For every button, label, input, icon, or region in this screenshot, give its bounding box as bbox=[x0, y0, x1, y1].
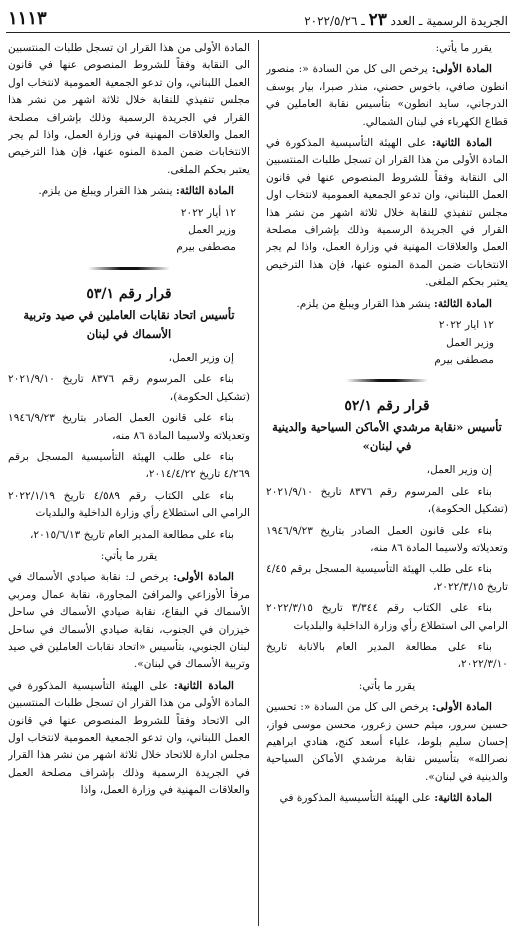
article-one bbox=[8, 569, 250, 673]
decree-clause: يقرر ما يأتي: bbox=[435, 42, 492, 54]
article-one bbox=[266, 699, 508, 786]
issue-date: ـ ٢٠٢٢/٥/٢٦ bbox=[304, 14, 365, 28]
preamble-line: إن وزير العمل، bbox=[168, 351, 234, 364]
section-divider bbox=[88, 267, 170, 270]
preamble-line: بناء على مطالعة المدير العام بالانابة تاريخ ٢٠٢٢/٣/١٠، bbox=[266, 640, 508, 671]
article-label: المادة الثالثة: bbox=[433, 297, 492, 310]
signature-date: ١٢ أيار ٢٠٢٢ bbox=[180, 206, 236, 219]
preamble-line: بناء على الكتاب رقم ٤/٥٨٩ تاريخ ٢٠٢٢/١/١٩ الرامي الى استطلاع رأي وزارة الداخلية والبلديات bbox=[8, 489, 250, 520]
preamble-line: بناء على قانون العمل الصادر بتاريخ ١٩٤٦/٩/٢٣ وتعديلاته ولاسيما المادة ٨٦ منه، bbox=[266, 524, 508, 554]
decree-clause: يقرر ما يأتي: bbox=[100, 549, 158, 562]
article-one bbox=[266, 61, 508, 131]
signature-title: وزير العمل bbox=[188, 224, 236, 237]
journal-header bbox=[304, 10, 508, 30]
left-column bbox=[8, 40, 250, 930]
article-label: المادة الأولى: bbox=[173, 571, 234, 584]
article-label: المادة الثانية: bbox=[173, 679, 234, 692]
preamble-line: بناء على المرسوم رقم ٨٣٧٦ تاريخ ٢٠٢١/٩/١٠ (تشكيل الحكومة)، bbox=[266, 485, 508, 516]
article-text: على الهيئة التأسيسية المذكورة في المادة الأولى من هذا القرار ان تسجل طلبات المنتسبين الى الاتحاد وفقاً للشروط المنصوص عنها في قانون العمل اللبناني، وان تدعو الجمعية العمومية لانتخاب اول مجلس ادارة للاتحاد خلال ثلاثة اشهر من نشر هذا القرار في الجريدة الرسمية وذلك بإشراف مصلحة العمل والعلاقات المهنية في وزارة العمل، واذا bbox=[8, 679, 250, 797]
article-text: على الهيئة التأسيسية المذكورة في المادة الأولى من هذا القرار ان تسجل طلبات المنتسبين الى النقابة وفقاً للشروط المنصوص عنها في قانون العمل اللبناني، وان تدعو الجمعية العمومية لانتخاب اول مجلس تنفيذي للنقابة خلال ثلاثة اشهر من نشر هذا القرار في الجريدة الرسمية وذلك بإشراف مصلحة العمل والعلاقات المهنية في وزارة العمل، واذا لم يجر الانتخابات ضمن المدة المنوه عنها، فإن هذا الترخيص يعتبر بحكم الملغى. bbox=[266, 137, 508, 289]
decree-clause: يقرر ما يأتي: bbox=[358, 679, 416, 692]
article-continuation: المادة الأولى من هذا القرار ان تسجل طلبات المنتسبين الى النقابة وفقاً للشروط المنصوص عنها في قانون العمل اللبناني، وان تدعو الجمعية العمومية لانتخاب اول مجلس تنفيذي للنقابة خلال ثلاثة اشهر من نشر هذا القرار في الجريدة الرسمية وذلك بإشراف مصلحة العمل والعلاقات المهنية في وزارة العمل، واذا لم يجر الانتخابات ضمن المدة المنوه عنها، فإن هذا الترخيص يعتبر بحكم الملغى. bbox=[8, 42, 250, 176]
preamble-line: بناء على الكتاب رقم ٣/٣٤٤ تاريخ ٢٠٢٢/٣/١٥ الرامي الى استطلاع رأي وزارة الداخلية والبلديات bbox=[266, 602, 508, 632]
signature-date: ١٢ ايار ٢٠٢٢ bbox=[438, 319, 494, 332]
article-three bbox=[266, 296, 508, 313]
article-text: ينشر هذا القرار ويبلغ من يلزم. bbox=[296, 297, 434, 310]
preamble-line: بناء على طلب الهيئة التأسيسية المسجل برقم ٤/٤٥ تاريخ ٢٠٢٢/٣/١٥، bbox=[266, 563, 508, 593]
article-three bbox=[8, 183, 250, 200]
right-column bbox=[266, 40, 508, 930]
signature-name: مصطفى بيرم bbox=[176, 241, 236, 254]
article-label: المادة الثانية: bbox=[431, 137, 492, 150]
preamble-line: بناء على طلب الهيئة التأسيسية المسجل برقم ٤/٢٦٩ تاريخ ٢٠١٤/٤/٢٢، bbox=[8, 450, 250, 481]
article-text: ينشر هذا القرار ويبلغ من يلزم. bbox=[38, 185, 176, 198]
journal-name: الجريدة الرسمية ـ العدد bbox=[390, 14, 508, 28]
page-number: ١١١٣ bbox=[8, 8, 47, 29]
article-label: المادة الأولى: bbox=[432, 701, 492, 714]
article-text: يرخص الى كل من السادة «: منصور انطون صافي، باخوس حصني، منذر صبرا، بيار يوسف الدرجاني، سايد انطون» بتأسيس نقابة العاملين في قطاع الكهرباء في لبنان الشمالي. bbox=[266, 63, 508, 128]
article-two bbox=[266, 790, 508, 807]
article-text: يرخص الى كل من السادة «: تحسين حسين سرور، ميثم حسن زعرور، محسن موسى فواز، إحسان سليم بلوط، علياء أسعد كنج، هنادي ابراهيم نصرالله» بتأسيس نقابة مرشدي الأماكن السياحية والدينية في لبنان». bbox=[266, 701, 508, 783]
article-label: المادة الثالثة: bbox=[175, 185, 234, 198]
preamble-line: بناء على المرسوم رقم ٨٣٧٦ تاريخ ٢٠٢١/٩/١٠ (تشكيل الحكومة)، bbox=[8, 373, 250, 403]
article-text: يرخص لـ: نقابة صيادي الأسماك في مرفأ الأوزاعي والمرافئ المجاورة، نقابة عمال ومربي الأسماك في البقاع، نقابة صيادي الأسماك في ساحل خيزران في الجنوب، نقابة صيادي الأسماك في ساحل لبنان الجنوبي، بتأسيس «اتحاد نقابات العاملين في صيد وتربية الأسماك في لبنان». bbox=[8, 571, 250, 671]
decree-title: تأسيس «نقابة مرشدي الأماكن السياحية والدينية في لبنان» bbox=[272, 420, 502, 454]
preamble-line: بناء على قانون العمل الصادر بتاريخ ١٩٤٦/٩/٢٣ وتعديلاته ولاسيما المادة ٨٦ منه، bbox=[8, 412, 250, 442]
decree-number: قرار رقم ٥٣/١ bbox=[86, 285, 172, 302]
section-divider bbox=[346, 379, 428, 382]
article-label: المادة الثانية: bbox=[434, 792, 492, 805]
signature-title: وزير العمل bbox=[446, 336, 494, 349]
article-label: المادة الأولى: bbox=[431, 63, 492, 76]
page-header bbox=[6, 8, 510, 33]
article-two bbox=[8, 678, 250, 800]
preamble-line: إن وزير العمل، bbox=[426, 464, 492, 477]
article-two bbox=[266, 135, 508, 292]
article-text: على الهيئة التأسيسية المذكورة في bbox=[279, 792, 435, 805]
decree-title: تأسيس اتحاد نقابات العاملين في صيد وتربية الأسماك في لبنان bbox=[23, 307, 235, 341]
signature-name: مصطفى بيرم bbox=[434, 353, 494, 366]
column-divider bbox=[258, 40, 259, 926]
preamble-line: بناء على مطالعة المدير العام تاريخ ٢٠١٥/٦/١٣، bbox=[29, 528, 234, 541]
decree-number: قرار رقم ٥٢/١ bbox=[344, 398, 430, 415]
issue-number: ٢٣ bbox=[368, 10, 387, 30]
